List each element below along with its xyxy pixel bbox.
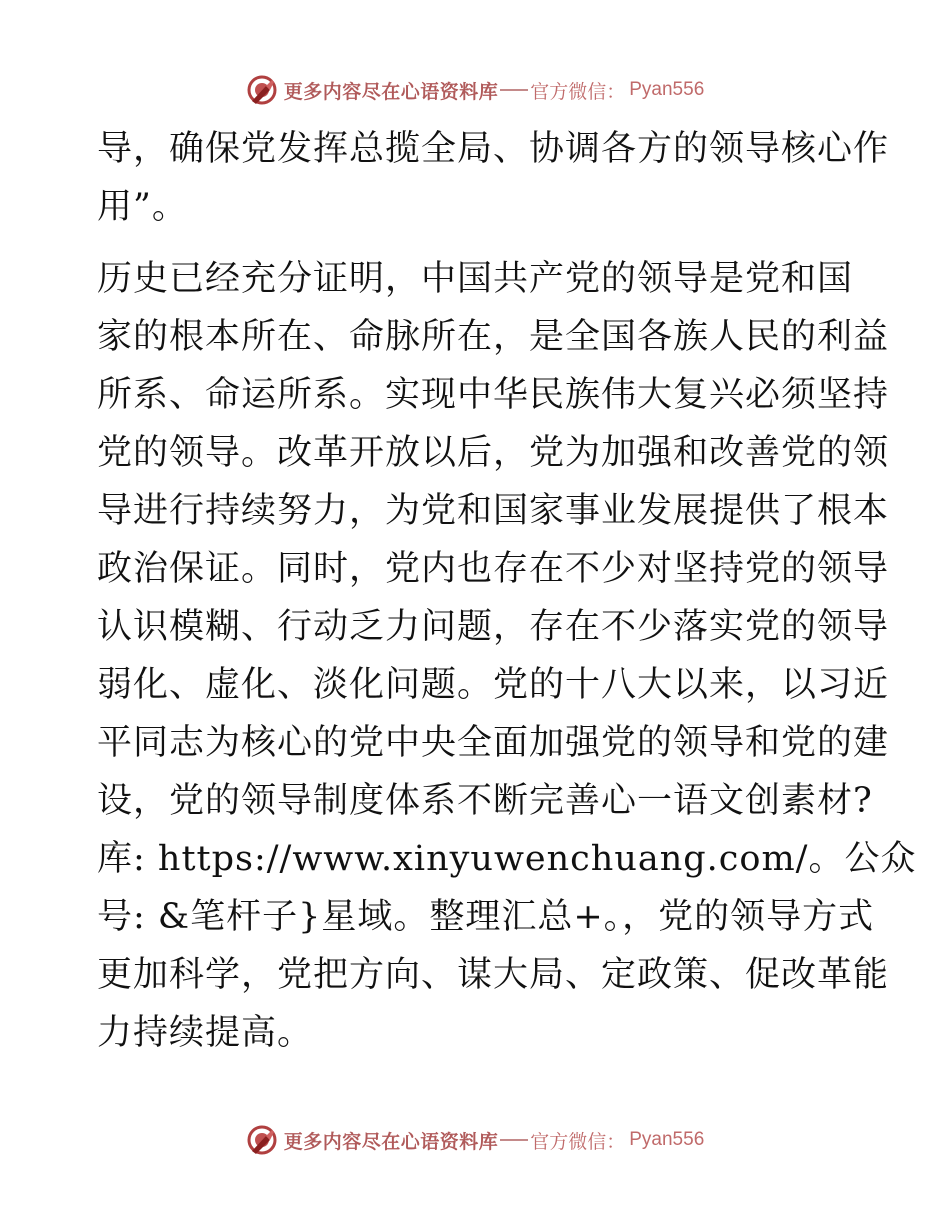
footer-brand-text: 更多内容尽在心语资料库: [283, 1130, 499, 1153]
text-line: 弱化、虚化、淡化问题。党的十八大以来，以习近: [97, 665, 890, 705]
header-brand-text: 更多内容尽在心语资料库: [283, 80, 499, 103]
header-banner: [0, 70, 950, 110]
footer-dash: [500, 1139, 528, 1141]
text-line: 力持续提高。: [97, 1013, 314, 1053]
text-line: 党的领导。改革开放以后，党为加强和改善党的领: [97, 433, 890, 473]
text-line: 导进行持续努力，为党和国家事业发展提供了根本: [97, 491, 890, 531]
text-line: 更加科学，党把方向、谋大局、定政策、促改革能: [97, 955, 890, 995]
text-line: 号: &笔杆子}星域。整理汇总+。，党的领导方式: [97, 897, 875, 937]
text-line: 家的根本所在、命脉所在，是全国各族人民的利益: [97, 317, 890, 357]
footer-wechat-label: 官方微信：: [530, 1130, 626, 1153]
text-line: 用”。: [97, 187, 188, 227]
text-line: 历史已经充分证明，中国共产党的领导是党和国: [97, 259, 854, 299]
footer-banner: [0, 1120, 950, 1160]
text-line: 设，党的领导制度体系不断完善心一语文创素材?: [97, 781, 873, 821]
text-line: 认识模糊、行动乏力问题，存在不少落实党的领导: [97, 607, 890, 647]
pen-logo-icon: [246, 74, 278, 106]
pen-logo-icon: [246, 1124, 278, 1156]
text-line: 政治保证。同时，党内也存在不少对坚持党的领导: [97, 549, 890, 589]
text-line: 所系、命运所系。实现中华民族伟大复兴必须坚持: [97, 375, 890, 415]
text-line: 平同志为核心的党中央全面加强党的领导和党的建: [97, 723, 890, 763]
header-dash: [500, 89, 528, 91]
paragraph-gap: [97, 236, 857, 250]
footer-wechat-id: Pyan556: [629, 1129, 705, 1150]
text-line: 导，确保党发挥总揽全局、协调各方的领导核心作: [97, 129, 890, 169]
paragraph-2: [97, 250, 917, 1062]
header-wechat-id: Pyan556: [629, 79, 705, 100]
text-line: 库: https://www.xinyuwenchuang.com/。公众: [97, 839, 917, 879]
document-body: [97, 120, 917, 1062]
header-wechat-label: 官方微信：: [530, 80, 626, 103]
paragraph-1: [97, 120, 890, 236]
